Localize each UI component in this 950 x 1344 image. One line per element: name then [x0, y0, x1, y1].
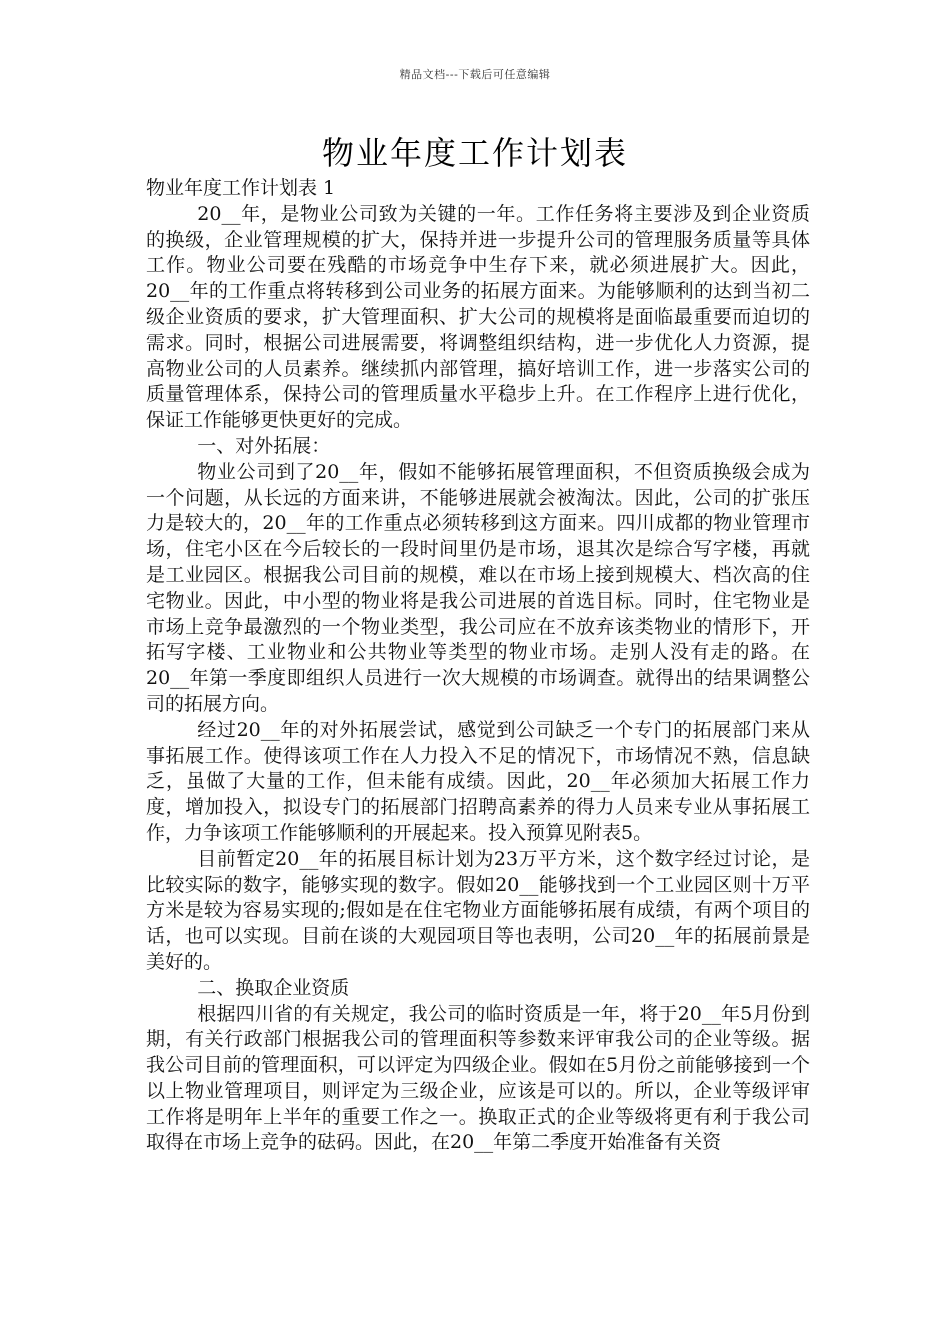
paragraph-expansion-department: 经过20__年的对外拓展尝试，感觉到公司缺乏一个专门的拓展部门来从事拓展工作。使得该项工作在人力投入不足的情况下，市场情况不熟，信息缺乏，虽做了大量的工作，但未能有成绩。因此，20__年必须加大拓展工作力度，增加投入，拟设专门的拓展部门招聘高素养的得力人员来专业从事拓展工作，力争该项工作能够顺利的开展起来。投入预算见附表5。	[146, 718, 810, 844]
paragraph-intro: 20__年，是物业公司致为关键的一年。工作任务将主要涉及到企业资质的换级，企业管理规模的扩大，保持并进一步提升公司的管理服务质量等具体工作。物业公司要在残酷的市场竞争中生存下来，就必须进展扩大。因此，20__年的工作重点将转移到公司业务的拓展方面来。为能够顺利的达到当初二级企业资质的要求，扩大管理面积、扩大公司的规模将是面临最重要而迫切的需求。同时，根据公司进展需要，将调整组织结构，进一步优化人力资源，提高物业公司的人员素养。继续抓内部管理，搞好培训工作，进一步落实公司的质量管理体系，保持公司的管理质量水平稳步上升。在工作程序上进行优化，保证工作能够更快更好的完成。	[146, 202, 810, 432]
section-heading-enterprise-qualification: 二、换取企业资质	[197, 976, 350, 999]
document-body	[146, 176, 810, 1156]
paragraph-expansion-pressure: 物业公司到了20__年，假如不能够拓展管理面积，不但资质换级会成为一个问题，从长远的方面来讲，不能够进展就会被淘汰。因此，公司的扩张压力是较大的，20__年的工作重点必须转移到这方面来。四川成都的物业管理市场，住宅小区在今后较长的一段时间里仍是市场，退其次是综合写字楼，再就是工业园区。根据我公司目前的规模，难以在市场上接到规模大、档次高的住宅物业。因此，中小型的物业将是我公司进展的首选目标。同时，住宅物业是市场上竞争最激烈的一个物业类型，我公司应在不放弃该类物业的情形下，开拓写字楼、工业物业和公共物业等类型的物业市场。走别人没有走的路。在20__年第一季度即组织人员进行一次大规模的市场调查。就得出的结果调整公司的拓展方向。	[146, 460, 810, 715]
document-title: 物业年度工作计划表	[321, 134, 628, 172]
paragraph-qualification: 根据四川省的有关规定，我公司的临时资质是一年，将于20__年5月份到期，有关行政部门根据我公司的管理面积等参数来评审我公司的企业等级。据我公司目前的管理面积，可以评定为四级企业。假如在5月份之前能够接到一个以上物业管理项目，则评定为三级企业，应该是可以的。所以，企业等级评审工作将是明年上半年的重要工作之一。换取正式的企业等级将更有利于我公司取得在市场上竞争的砝码。因此，在20__年第二季度开始准备有关资	[146, 1002, 810, 1154]
document-subtitle: 物业年度工作计划表 1	[146, 177, 336, 199]
header-note: 精品文档---下载后可任意编辑	[399, 68, 551, 81]
paragraph-expansion-target: 目前暂定20__年的拓展目标计划为23万平方米，这个数字经过讨论，是比较实际的数字，能够实现的数字。假如20__能够找到一个工业园区则十万平方米是较为容易实现的;假如是在住宅物业方面能够拓展有成绩，有两个项目的话，也可以实现。目前在谈的大观园项目等也表明，公司20__年的拓展前景是美好的。	[146, 847, 810, 973]
section-heading-external-expansion: 一、对外拓展：	[197, 434, 331, 457]
